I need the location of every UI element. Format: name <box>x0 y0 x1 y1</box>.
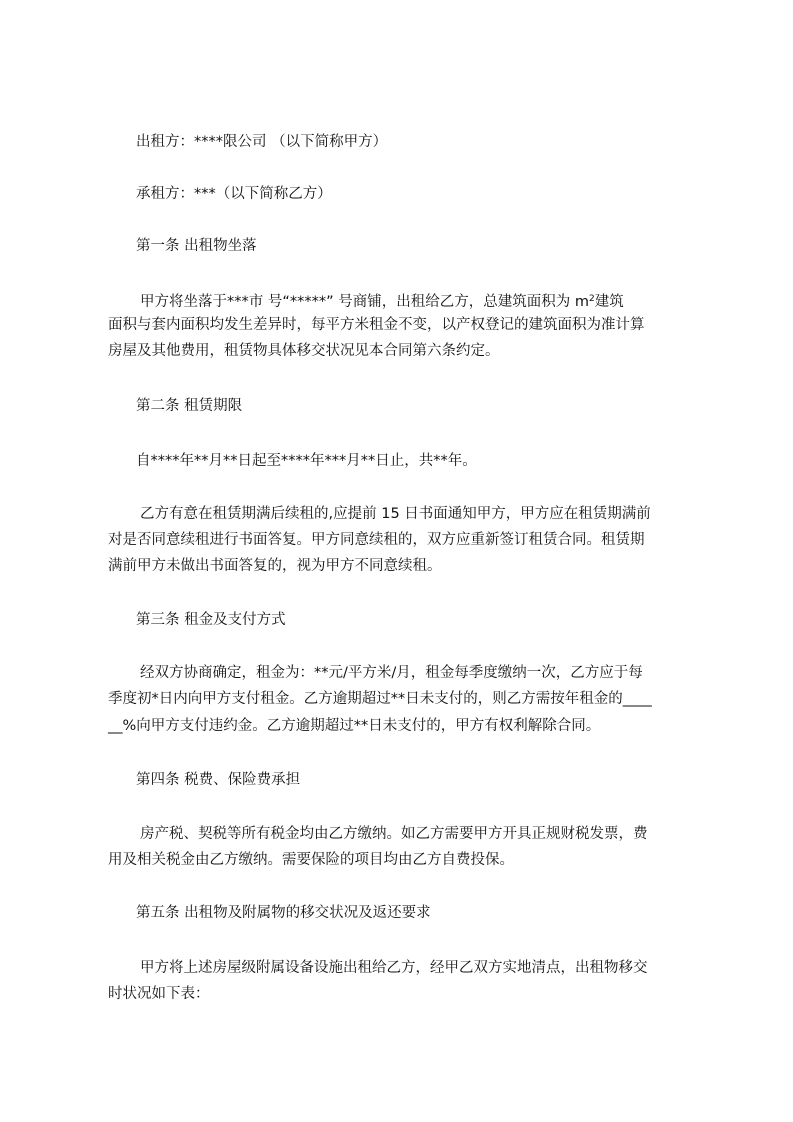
article-5-paragraph-line-2: 时状况如下表： <box>108 986 210 1002</box>
article-3-paragraph-line-2: 季度初*日内向甲方支付租金。乙方逾期超过**日未支付的，则乙方需按年租金的____ <box>108 691 652 707</box>
area-unit <box>575 294 595 310</box>
area-unit-m: m <box>574 294 589 310</box>
article-4-paragraph-line-1: 房产税、契税等所有税金均由乙方缴纳。如乙方需要甲方开具正规财税发票，费 <box>140 826 648 842</box>
article-2-renewal-line-3: 满前甲方未做出书面答复的，视为甲方不同意续租。 <box>108 558 442 574</box>
article-3-title: 第三条 租金及支付方式 <box>136 612 286 628</box>
article-5-title: 第五条 出租物及附属物的移交状况及返还要求 <box>136 905 431 921</box>
lessor-line: 出租方：****限公司 （以下简称甲方） <box>136 134 388 150</box>
article-1-paragraph-line-3: 房屋及其他费用，租赁物具体移交状况见本合同第六条约定。 <box>108 343 500 359</box>
lessee-line: 承租方：***（以下简称乙方） <box>136 186 332 202</box>
article-2-renewal-line-1: 乙方有意在租赁期满后续租的,应提前 15 日书面通知甲方，甲方应在租赁期满前 <box>140 506 651 522</box>
article-4-title: 第四条 税费、保险费承担 <box>136 772 301 788</box>
article-2-title: 第二条 租赁期限 <box>136 398 243 414</box>
article-4-paragraph-line-2: 用及相关税金由乙方缴纳。需要保险的项目均由乙方自费投保。 <box>108 852 514 868</box>
article-3-paragraph-line-3: __%向甲方支付违约金。乙方逾期超过**日未支付的，甲方有权利解除合同。 <box>108 718 601 734</box>
article-1-paragraph-line-2: 面积与套内面积均发生差异时，每平方米租金不变，以产权登记的建筑面积为准计算 <box>108 317 645 333</box>
article-1-paragraph-line-1-text: 甲方将坐落于***市 号“*****” 号商铺，出租给乙方，总建筑面积为 <box>140 294 575 310</box>
article-2-term-line: 自****年**月**日起至****年***月**日止，共**年。 <box>136 453 477 469</box>
area-unit-superscript: 2 <box>588 294 595 304</box>
article-5-paragraph-line-1: 甲方将上述房屋级附属设备设施出租给乙方，经甲乙双方实地清点，出租物移交 <box>140 960 648 976</box>
article-1-title: 第一条 出租物坐落 <box>136 238 257 254</box>
article-1-paragraph-line-1-end: 建筑 <box>594 294 624 310</box>
article-2-renewal-line-2: 对是否同意续租进行书面答复。甲方同意续租的，双方应重新签订租赁合同。租赁期 <box>108 532 645 548</box>
article-3-paragraph-line-1: 经双方协商确定，租金为：**元/平方米/月，租金每季度缴纳一次，乙方应于每 <box>140 665 643 681</box>
article-1-paragraph-line-1 <box>140 289 624 312</box>
